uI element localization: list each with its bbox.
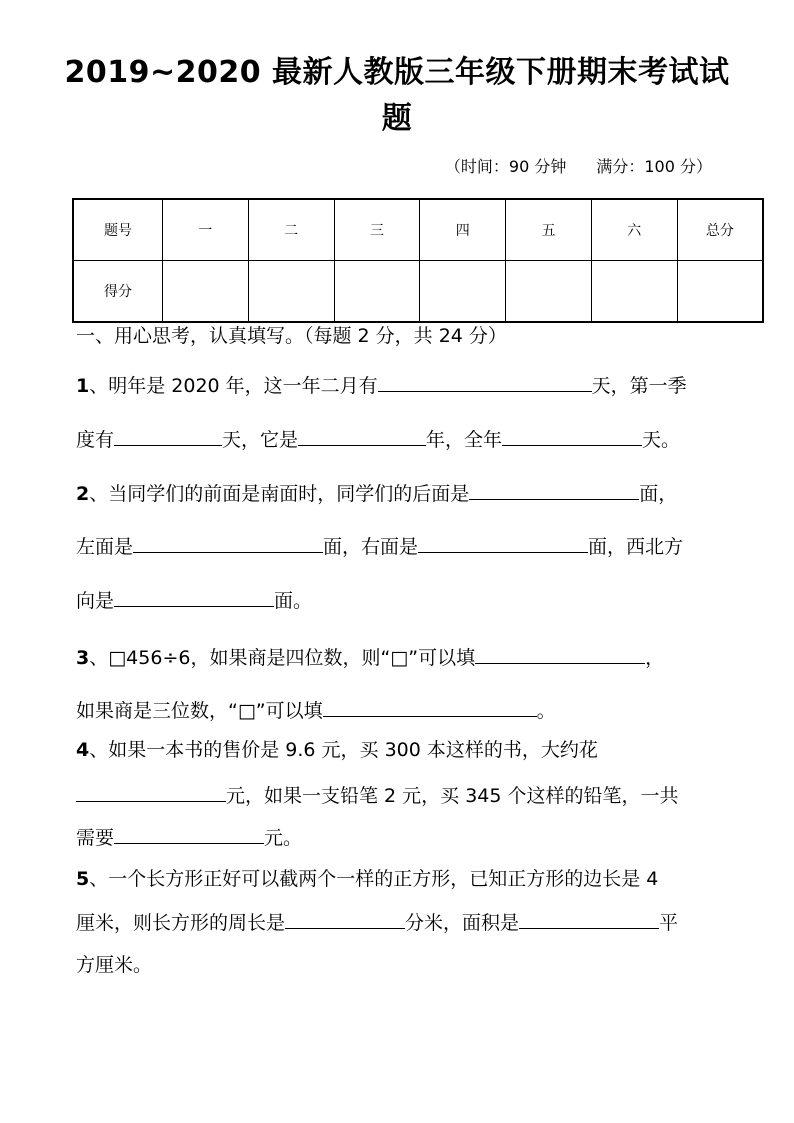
answer-blank[interactable] bbox=[323, 696, 537, 717]
question-text: 方厘米。 bbox=[76, 954, 153, 976]
question-number: 1 bbox=[76, 375, 90, 397]
question-text: 元。 bbox=[264, 827, 303, 849]
score-header-cell: 三 bbox=[334, 199, 420, 261]
document-title bbox=[60, 50, 734, 142]
answer-blank[interactable] bbox=[502, 425, 642, 446]
score-cell[interactable] bbox=[334, 261, 420, 323]
answer-blank[interactable] bbox=[418, 532, 588, 553]
question-2-line-2 bbox=[76, 532, 683, 560]
question-3-line-1 bbox=[76, 643, 664, 671]
question-number: 4 bbox=[76, 739, 90, 761]
exam-full-score: 满分：100 分） bbox=[596, 157, 712, 176]
question-4-line-1 bbox=[76, 737, 598, 763]
title-line-1: 2019~2020 最新人教版三年级下册期末考试试 bbox=[64, 55, 730, 90]
score-cell[interactable] bbox=[248, 261, 334, 323]
score-row-label: 得分 bbox=[73, 261, 163, 323]
score-header-cell: 总分 bbox=[677, 199, 763, 261]
question-text: 天。 bbox=[642, 429, 681, 451]
score-header-cell: 五 bbox=[506, 199, 592, 261]
answer-blank[interactable] bbox=[133, 532, 323, 553]
score-header-cell: 四 bbox=[420, 199, 506, 261]
question-3-line-2 bbox=[76, 696, 556, 724]
score-header-cell: 二 bbox=[248, 199, 334, 261]
question-4-line-2 bbox=[76, 781, 679, 809]
score-cell[interactable] bbox=[420, 261, 506, 323]
score-cell[interactable] bbox=[163, 261, 249, 323]
answer-blank[interactable] bbox=[76, 781, 226, 802]
question-5-line-1 bbox=[76, 866, 658, 892]
question-text: 、明年是 2020 年，这一年二月有 bbox=[89, 375, 378, 397]
question-text: 度有 bbox=[76, 429, 115, 451]
question-text: 、□456÷6，如果商是四位数，则“□”可以填 bbox=[89, 647, 476, 669]
score-header-cell: 题号 bbox=[73, 199, 163, 261]
question-text: 向是 bbox=[76, 590, 115, 612]
question-2-line-1 bbox=[76, 479, 677, 507]
score-cell[interactable] bbox=[506, 261, 592, 323]
score-cell[interactable] bbox=[677, 261, 763, 323]
question-text: 面，西北方 bbox=[588, 536, 684, 558]
answer-blank[interactable] bbox=[469, 479, 639, 500]
question-2-line-3 bbox=[76, 586, 312, 614]
question-5-line-3 bbox=[76, 952, 152, 978]
question-text: 需要 bbox=[76, 827, 115, 849]
answer-blank[interactable] bbox=[114, 823, 264, 844]
score-cell[interactable] bbox=[591, 261, 677, 323]
question-text: 面， bbox=[639, 483, 678, 505]
score-table bbox=[72, 198, 764, 323]
question-text: 元，如果一支铅笔 2 元，买 345 个这样的铅笔，一共 bbox=[226, 785, 679, 807]
answer-blank[interactable] bbox=[298, 425, 426, 446]
question-text: 分米，面积是 bbox=[405, 912, 520, 934]
question-1-line-2 bbox=[76, 425, 680, 453]
question-text: 天，它是 bbox=[222, 429, 299, 451]
answer-blank[interactable] bbox=[285, 908, 405, 929]
question-number: 2 bbox=[76, 483, 90, 505]
question-text: 面。 bbox=[274, 590, 313, 612]
question-text: 、当同学们的前面是南面时，同学们的后面是 bbox=[89, 483, 470, 505]
section-1-heading: 一、用心思考，认真填写。（每题 2 分，共 24 分） bbox=[76, 325, 507, 347]
question-text: 年，全年 bbox=[426, 429, 503, 451]
exam-time: （时间：90 分钟 bbox=[444, 157, 567, 176]
question-text: 面，右面是 bbox=[323, 536, 419, 558]
score-header-cell: 六 bbox=[591, 199, 677, 261]
question-text: 天，第一季 bbox=[591, 375, 687, 397]
answer-blank[interactable] bbox=[475, 643, 645, 664]
answer-blank[interactable] bbox=[114, 586, 274, 607]
answer-blank[interactable] bbox=[114, 425, 222, 446]
question-text: 、如果一本书的售价是 9.6 元，买 300 本这样的书，大约花 bbox=[89, 739, 598, 761]
answer-blank[interactable] bbox=[378, 371, 592, 392]
score-header-cell: 一 bbox=[163, 199, 249, 261]
answer-blank[interactable] bbox=[519, 908, 659, 929]
question-5-line-2 bbox=[76, 908, 678, 936]
question-1-line-1 bbox=[76, 371, 687, 399]
question-text: 厘米，则长方形的周长是 bbox=[76, 912, 286, 934]
question-text: 左面是 bbox=[76, 536, 134, 558]
exam-meta bbox=[445, 154, 712, 177]
question-text: ， bbox=[645, 647, 665, 669]
question-text: 。 bbox=[536, 700, 556, 722]
question-text: 如果商是三位数，“□”可以填 bbox=[76, 700, 323, 722]
question-4-line-3 bbox=[76, 823, 302, 851]
score-table-header-row bbox=[73, 199, 763, 261]
question-text: 平 bbox=[659, 912, 679, 934]
score-table-score-row bbox=[73, 261, 763, 323]
question-text: 、一个长方形正好可以截两个一样的正方形，已知正方形的边长是 4 bbox=[89, 868, 659, 890]
question-number: 3 bbox=[76, 647, 90, 669]
title-line-2: 题 bbox=[381, 101, 413, 136]
question-number: 5 bbox=[76, 868, 90, 890]
